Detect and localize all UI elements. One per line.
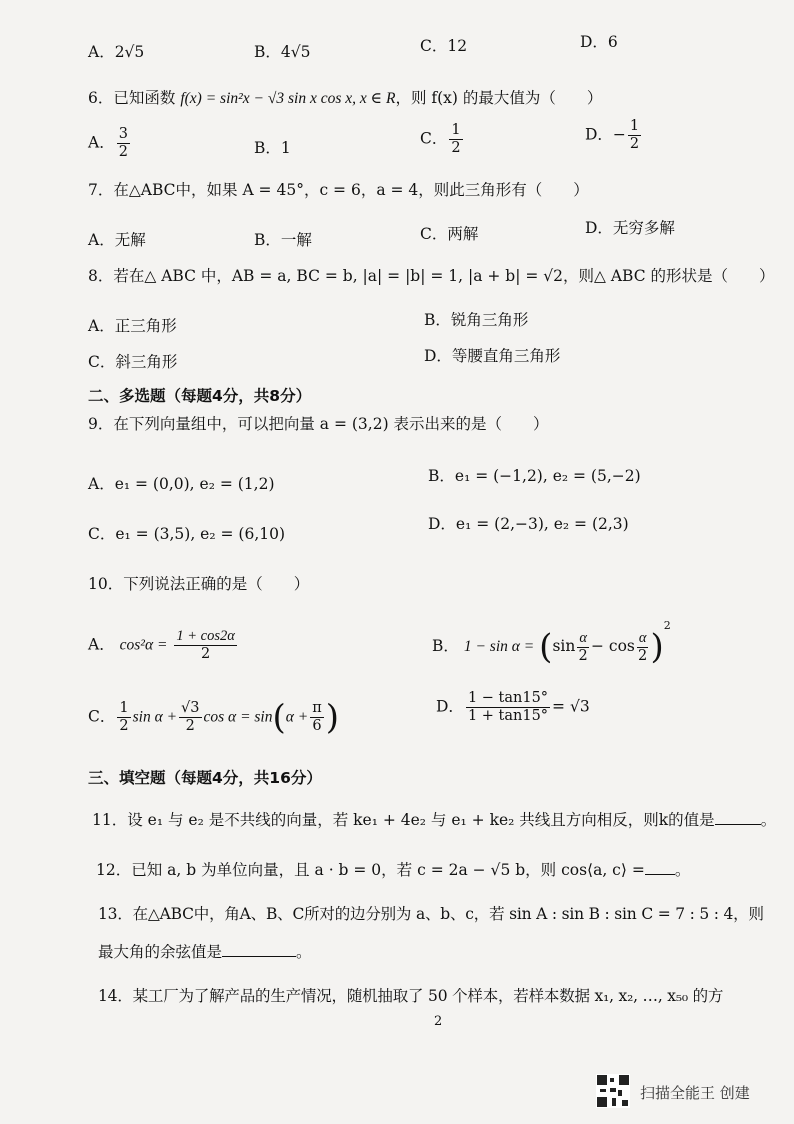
q9-option-c: C．e₁ = (3,5), e₂ = (6,10)	[88, 525, 286, 543]
q10-c-close-paren: )	[325, 697, 340, 738]
q11-stem: 11．设 e₁ 与 e₂ 是不共线的向量，若 ke₁ + 4e₂ 与 e₁ + ke₂ 共线且方向相反，则k的值是	[92, 811, 715, 829]
q13-end: 。	[296, 943, 312, 961]
q12-stem: 12．已知 a, b 为单位向量，且 a · b = 0，若 c = 2a − √5 b，则 cos⟨a, c⟩ =	[96, 861, 645, 879]
q7-option-c: C．两解	[420, 225, 479, 243]
q8-option-d: D．等腰直角三角形	[424, 347, 561, 365]
q9-option-d: D．e₁ = (2,−3), e₂ = (2,3)	[428, 515, 629, 533]
q10-b-frac1: $\frac{\alpha}{2}$	[578, 629, 588, 664]
q5-option-a: A．2√5	[88, 43, 145, 61]
q11-answer-blank[interactable]	[715, 810, 761, 825]
question-7: 7．在△ABC中，如果 A = 45°，c = 6，a = 4，则此三角形有（ ）	[88, 181, 589, 199]
q10-d-rhs: = √3	[552, 697, 590, 716]
q10-c-open-paren: (	[272, 697, 286, 738]
q6-stem-pre: 6．已知函数	[88, 89, 176, 107]
q11-end: 。	[760, 811, 777, 829]
q10-c-term3: α +	[285, 708, 309, 726]
question-13-line-2	[98, 942, 312, 962]
q6-a-fraction: $\frac{3}{2}$	[118, 126, 128, 160]
q13-answer-blank[interactable]	[222, 942, 296, 957]
q6-option-b: B．1	[254, 139, 291, 157]
q6-a-label: A．	[88, 133, 115, 152]
q10-d-fraction: $\frac{1 - \tan 15^\circ}{1 + \tan 15^\circ}$	[467, 690, 549, 724]
q10-c-frac1: $\frac{1}{2}$	[119, 700, 129, 734]
q10-b-power: 2	[663, 619, 671, 632]
q7-option-d: D．无穷多解	[585, 219, 675, 237]
question-13: 13．在△ABC中，角A、B、C所对的边分别为 a、b、c，若 sin A : sin B : sin C = 7 : 5 : 4，则	[98, 905, 764, 923]
q9-option-a: A．e₁ = (0,0), e₂ = (1,2)	[88, 475, 275, 493]
q10-c-term1: sin α +	[132, 708, 178, 726]
q10-b-close-paren: )	[650, 627, 664, 667]
question-6	[88, 88, 602, 109]
q5-option-b: B．4√5	[254, 43, 311, 61]
q6-option-d	[585, 118, 643, 153]
q10-b-cos: − cos	[590, 637, 635, 655]
q8-option-a: A．正三角形	[88, 317, 177, 335]
q10-c-frac2: $\frac{√3}{2}$	[181, 700, 200, 734]
q10-b-open-paren: (	[539, 627, 553, 667]
q6-option-c	[420, 122, 465, 157]
q6-stem-post: ，则 f(x) 的最大值为（ ）	[395, 89, 603, 107]
q9-option-b: B．e₁ = (−1,2), e₂ = (5,−2)	[428, 467, 641, 485]
q10-option-a	[88, 628, 239, 663]
section-2-heading: 二、多选题（每题4分，共8分）	[88, 387, 312, 405]
q7-option-a: A．无解	[88, 231, 146, 249]
question-8: 8．若在△ ABC 中，AB = a, BC = b, |a| = |b| = 1, |a + b| = √2，则△ ABC 的形状是（ ）	[88, 267, 775, 285]
qr-code-icon	[596, 1074, 630, 1108]
q6-option-a	[88, 126, 132, 161]
q6-formula: f(x) = sin²x − √3 sin x cos x, x ∈ R	[180, 90, 396, 107]
q10-d-label: D．	[436, 697, 464, 716]
q10-b-sin: sin	[552, 637, 576, 655]
q10-option-d	[436, 690, 590, 725]
question-11	[92, 810, 776, 830]
q5-option-d: D．6	[580, 33, 618, 51]
section-3-heading: 三、填空题（每题4分，共16分）	[88, 769, 322, 787]
scanner-watermark: 扫描全能王 创建	[640, 1084, 750, 1102]
q10-b-frac2: $\frac{\alpha}{2}$	[638, 629, 648, 664]
q10-b-label: B．	[432, 637, 459, 655]
q10-option-b	[432, 616, 671, 665]
q6-d-label: D．−	[585, 125, 626, 144]
q6-c-label: C．	[420, 129, 448, 148]
q10-a-fraction: $\frac{1 + \cos 2\alpha}{2}$	[176, 628, 235, 662]
q10-c-label: C．	[88, 707, 116, 726]
q12-end: 。	[674, 861, 691, 879]
q6-d-fraction: $\frac{1}{2}$	[629, 118, 640, 152]
q7-option-b: B．一解	[254, 231, 312, 249]
question-10: 10．下列说法正确的是（ ）	[88, 575, 310, 593]
q12-answer-blank[interactable]	[645, 860, 675, 875]
q10-b-lhs: 1 − sin α =	[463, 638, 535, 655]
q10-c-frac3: $\frac{\pi}{6}$	[312, 700, 322, 734]
q10-a-lhs: cos²α =	[119, 636, 168, 654]
q13-stem-line2: 最大角的余弦值是	[98, 943, 223, 961]
question-14: 14．某工厂为了解产品的生产情况，随机抽取了 50 个样本，若样本数据 x₁, x₂, …, x₅₀ 的方	[98, 987, 724, 1005]
question-12	[96, 860, 690, 880]
q10-c-term2: cos α = sin	[203, 708, 273, 726]
page-number: 2	[434, 1014, 443, 1029]
q5-option-c: C．12	[420, 37, 468, 55]
q10-option-c	[88, 697, 340, 738]
question-9: 9．在下列向量组中，可以把向量 a = (3,2) 表示出来的是（ ）	[88, 415, 549, 433]
q6-c-fraction: $\frac{1}{2}$	[451, 122, 461, 156]
q8-option-c: C．斜三角形	[88, 353, 178, 371]
q10-a-label: A．	[88, 635, 115, 654]
q8-option-b: B．锐角三角形	[424, 311, 529, 329]
